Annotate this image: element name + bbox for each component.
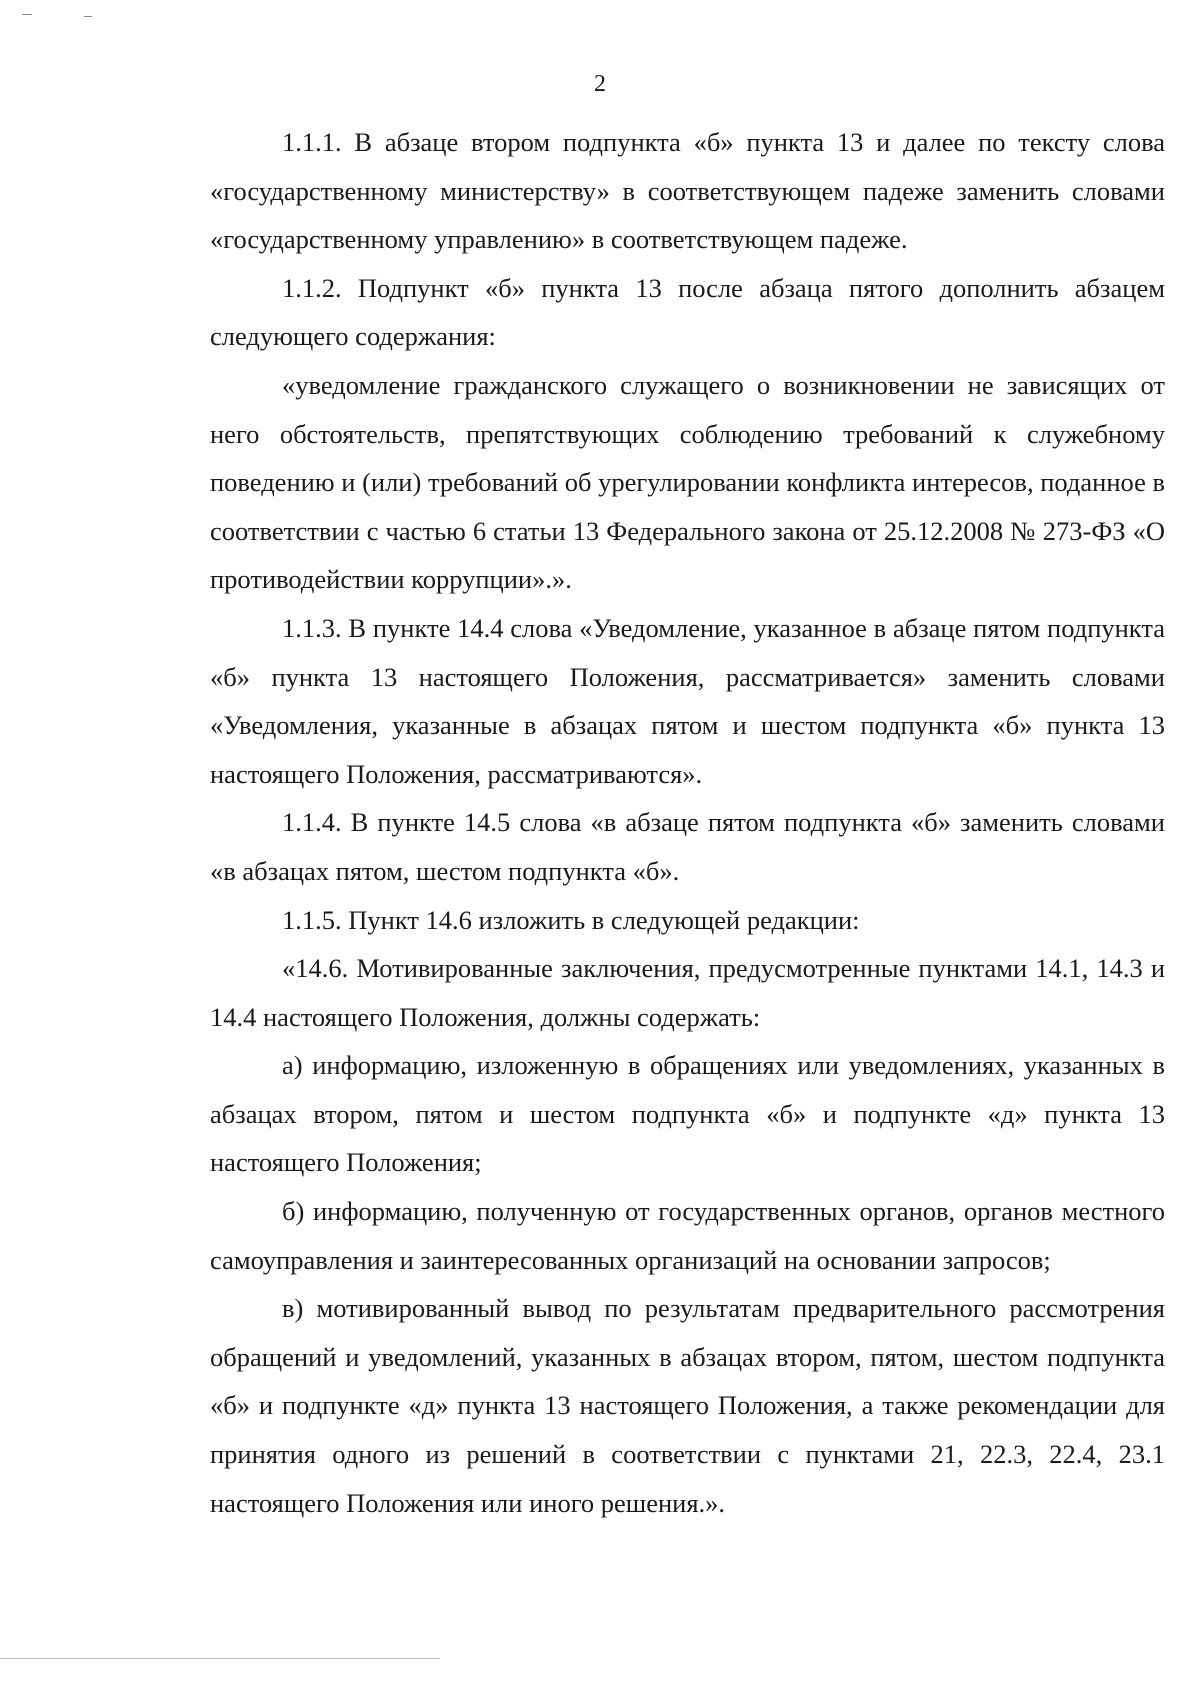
paragraph-item-a: а) информацию, изложенную в обращениях или уведомлениях, указанных в абзацах втором, пятом и шестом подпункта «б» и подпункте «д» пункта 13 настоящего Положения;	[210, 1050, 1165, 1178]
scan-artifact-bottom-line	[0, 1658, 440, 1659]
paragraph-1-1-5: 1.1.5. Пункт 14.6 изложить в следующей редакции:	[282, 904, 860, 935]
paragraph-quote-notification: «уведомление гражданского служащего о возникновении не зависящих от него обстоятельств, препятствующих соблюдению требований к служебному поведению и (или) требований об урегулировании конфликта интересов, поданное в соответствии с частью 6 статьи 13 Федерального закона от 25.12.2008 № 273-ФЗ «О противодействии коррупции».».	[210, 369, 1165, 595]
paragraph-14-6: «14.6. Мотивированные заключения, предусмотренные пунктами 14.1, 14.3 и 14.4 настоящего Положения, должны содержать:	[210, 953, 1165, 1032]
paragraph-1-1-3: 1.1.3. В пункте 14.4 слова «Уведомление, указанное в абзаце пятом подпункта «б» пункта 13 настоящего Положения, рассматривается» заменить словами «Уведомления, указанные в абзацах пятом и шестом подпункта «б» пункта 13 настоящего Положения, рассматриваются».	[210, 612, 1165, 789]
paragraph-1-1-1: 1.1.1. В абзаце втором подпункта «б» пункта 13 и далее по тексту слова «государственному министерству» в соответствующем падеже заменить словами «государственному управлению» в соответствующем падеже.	[210, 127, 1165, 255]
paragraph-1-1-4: 1.1.4. В пункте 14.5 слова «в абзаце пятом подпункта «б» заменить словами «в абзацах пятом, шестом подпункта «б».	[210, 807, 1165, 886]
paragraph-item-v: в) мотивированный вывод по результатам предварительного рассмотрения обращений и уведомлений, указанных в абзацах втором, пятом, шестом подпункта «б» и подпункте «д» пункта 13 настоящего Положения, а также рекомендации для принятия одного из решений в соответствии с пунктами 21, 22.3, 22.4, 23.1 настоящего Положения или иного решения.».	[210, 1293, 1165, 1518]
paragraph-item-b: б) информацию, полученную от государственных органов, органов местного самоуправления и заинтересованных организаций на основании запросов;	[210, 1196, 1165, 1275]
scan-artifact-top	[22, 14, 112, 20]
page-number: 2	[594, 71, 606, 97]
document-body	[210, 118, 1165, 1527]
paragraph-1-1-2: 1.1.2. Подпункт «б» пункта 13 после абзаца пятого дополнить абзацем следующего содержания:	[210, 272, 1165, 352]
